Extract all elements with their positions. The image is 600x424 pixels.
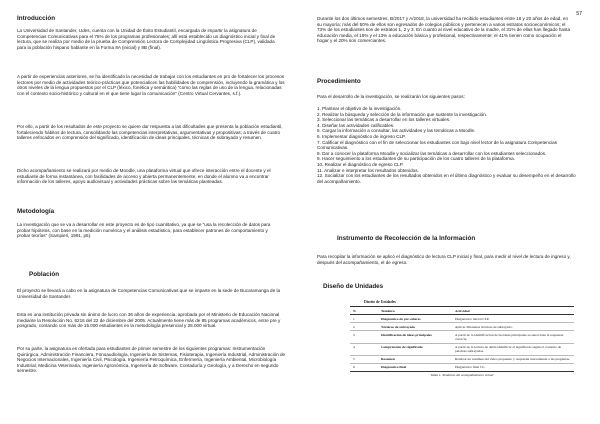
demographics-paragraph: Durante los dos últimos semestres, B/2017 y A/2018, la universidad ha recibido estudiantes entre 16 y 20 años de edad, en su mayoría; más del 50% de ellos son egresados de colegios públicos y pertenecen a varios estratos socioeconómicos; el 73% de los estudiantes son de estratos 1, 2 y 3. En cuanto al nivel educativo de la madre, el 31% de ellas han llegado hasta educación media, el 16% y el 13% a educación básica y profesional, respectivamente; el 41% tienen como ocupación el hogar y el 20% son comerciantes. xyxy=(317,16,571,44)
row-tematica: Identificación de ideas principales xyxy=(378,331,452,343)
units-table xyxy=(350,306,574,372)
procedure-step: 3. Seleccionar las temáticas a desarrollar en los talleres virtuales. xyxy=(317,117,451,123)
procedure-steps-list xyxy=(317,106,579,184)
table-row xyxy=(350,315,574,323)
row-number: 2 xyxy=(350,323,378,331)
procedure-step: 12. Socializar con los estudiantes de los resultados obtenidos en el último diagnóstico y evaluar su desempeño en el desarrollo del acompañamiento. xyxy=(317,173,576,184)
row-actividad: A partir de la lectura de debía identificar el significado según el contexto de palabras subrayadas. xyxy=(452,343,574,355)
page-number: 57 xyxy=(576,11,582,17)
procedure-step: 10. Realizar el diagnóstico de egreso CLP. xyxy=(317,161,404,167)
header-actividad: Actividad xyxy=(452,307,574,315)
table-row xyxy=(350,355,574,363)
procedure-step: 7. Calificar el diagnóstico con el fin de seleccionar los estudiantes con bajo nivel lector de la asignatura Competencias Comunicativas. xyxy=(317,139,558,151)
table-note: Tabla 1. Temáticas del acompañamiento virtual xyxy=(430,373,494,378)
row-actividad: Aplicar diferentes técnicas de subrayado. xyxy=(452,323,574,331)
row-actividad: Diagnóstico final CL. xyxy=(452,363,574,371)
row-actividad: Realizar un resumen del video propuesto y responder nuevamente a las preguntas. xyxy=(452,355,574,363)
table-caption: Diseño de Unidades xyxy=(364,300,396,304)
procedure-step: 4. Diseñar las actividades calificables. xyxy=(317,122,395,128)
intro-paragraph-4: Dicho acompañamiento se realizará por medio de Moodle, una plataforma virtual que ofrece interacción entre el docente y el estudiante de forma instantánea, con facilidades de acceso y abierta permanentemente, en donde el alumno va a encontrar información de los talleres, apoyo audiovisual y actividades prácticas sobre las temáticas planteadas. xyxy=(17,168,271,185)
row-tematica: Diagnóstico final xyxy=(378,363,452,371)
intro-paragraph-2: A partir de experiencias anteriores, se ha identificado la necesidad de trabajar con los estudiantes en pro de fortalecer los procesos lectores por medio de actividades teórico-prácticas que potencialicen las habilidades de comprensión, incluyendo la gramática y los otros niveles de la lengua propuestos por el CLP (léxico, fonética y semántica) "como las reglas de uso de la lengua, relacionadas con el contexto socio-histórico y cultural en el que tiene lugar la comunicación" (Centro Virtual Cervantes, s.f.). xyxy=(17,74,285,96)
procedure-step: 8. Dar a conocer la plataforma Moodle y socializar las temáticas a desarrollar con los estudiantes seleccionados. xyxy=(317,150,547,156)
heading-diseno-unidades: Diseño de Unidades xyxy=(323,283,384,290)
row-number: 1 xyxy=(350,315,378,323)
intro-paragraph-1: La Universidad de Santander, Udes, cuenta con la Unidad de Éxito Estudiantil, encargada de impartir la asignatura de Competencias Comunicativas para el 75% de los programas profesionales; allí está establecido un diagnóstico inicial y final de lectura, que se realiza por medio de la prueba de Comprensión Lectora de Complejidad Lingüística Progresiva (CLP), validada para la población hispano hablante en la Forma 8A (inicial) y 8B (final). xyxy=(17,28,276,50)
heading-metodologia: Metodología xyxy=(17,208,55,215)
heading-procedimiento: Procedimiento xyxy=(317,78,361,85)
heading-poblacion: Población xyxy=(29,271,60,278)
row-tematica: Comprensión de significado xyxy=(378,343,452,355)
row-number: 3 xyxy=(350,331,378,343)
units-table-container xyxy=(350,300,580,377)
procedure-step: 9. Hacer seguimiento a los estudiantes de su participación de los cuatro talleres de la plataforma. xyxy=(317,156,515,162)
procedure-step: 5. Cargar la información a consultar, las actividades y las temáticas a Moodle. xyxy=(317,128,476,134)
table-row xyxy=(350,343,574,355)
procedure-step: 6. Implementar diagnóstico de ingreso CLP. xyxy=(317,133,406,139)
row-actividad: Diagnóstico inicial CLP. xyxy=(452,315,574,323)
population-paragraph-3: Por su parte, la asignatura es ofertada para estudiantes de primer semestre de los siguientes programas: Instrumentación Quirúrgica, Administración Financiera, Fonoaudiología, Ingeniería de Sistemas, Fisioterapia, Ingeniería Industrial, Administración de Negocios Internacionales, Ingeniería Civil, Psicología, Ingeniería Petroquímica, Enfermería, Ingeniería Ambiental, Microbiología Industrial, Medicina Veterinaria, Ingeniería Agronómica, Ingeniería de Software, Contaduría y Geología, y a Derecho en segundo semestre. xyxy=(17,346,286,374)
instrument-paragraph: Para recopilar la información se aplicó el diagnóstico de lectura CLP inicial y final, para medir el nivel de lectura de ingreso y, después del acompañamiento, el de egreso. xyxy=(317,254,571,265)
row-number: 5 xyxy=(350,355,378,363)
method-paragraph: La investigación que se va a desarrollar en este proyecto es de tipo cuantitativo, ya que se "usa la recolección de datos para probar hipótesis, con base en la medición numérica y el análisis estadístico, para establecer patrones de comportamiento y probar teorías" (Sampieri, 1991, p5). xyxy=(17,222,271,239)
heading-instrumento: Instrumento de Recolección de la Información xyxy=(337,235,476,242)
header-tematica: Temática xyxy=(378,307,452,315)
procedure-step: 2. Realizar la búsqueda y selección de la información que sustente la investigación. xyxy=(317,111,488,117)
procedure-intro: Para el desarrollo de la investigación, se realizarán los siguientes pasos: xyxy=(317,94,465,99)
table-row xyxy=(350,363,574,371)
procedure-step: 11. Analizar e interpretar los resultados obtenidos. xyxy=(317,167,419,173)
header-number: N. xyxy=(350,307,378,315)
table-row xyxy=(350,331,574,343)
table-header-row xyxy=(350,307,574,315)
row-number: 6 xyxy=(350,363,378,371)
row-actividad: A partir de la identificación de las ideas principales se selecciona la respuesta correcta. xyxy=(452,331,574,343)
population-paragraph-1: El proyecto se llevará a cabo en la asignatura de Competencias Comunicativas que se imparte en la sede de Bucaramanga de la Universidad de Santander. xyxy=(17,288,281,299)
table-row xyxy=(350,323,574,331)
row-tematica: Resumen xyxy=(378,355,452,363)
heading-introduccion: Introducción xyxy=(17,15,56,22)
row-tematica: Técnicas de subrayado xyxy=(378,323,452,331)
intro-paragraph-3: Por ello, a partir de los resultados de este proyecto se quiere dar respuesta a las dificultades que presenta la población estudiantil, fortaleciendo hábitos de lectura, consolidando las competencias interpretativas, argumentativas y propositivas; a través de cuatro talleres enfocados en comprensión del significado, identificación de ideas principales, técnicas de subrayado y resumen. xyxy=(17,124,283,141)
row-tematica: Diagnóstico de pre saberes xyxy=(378,315,452,323)
procedure-step: 1. Plantear el objetivo de la investigación. xyxy=(317,106,402,111)
row-number: 4 xyxy=(350,343,378,355)
population-paragraph-2: Esta es una institución privada sin ánimo de lucro con 36 años de experiencia, aprobada por el Ministerio de Educación Nacional mediante la Resolución No. 6216 del 22 de diciembre del 2005. Actualmente tiene más de 85 programas académicos, entre pre y posgrado, contando con más de 15.000 estudiantes en la metodología presencial y 25.000 virtual. xyxy=(17,312,281,329)
